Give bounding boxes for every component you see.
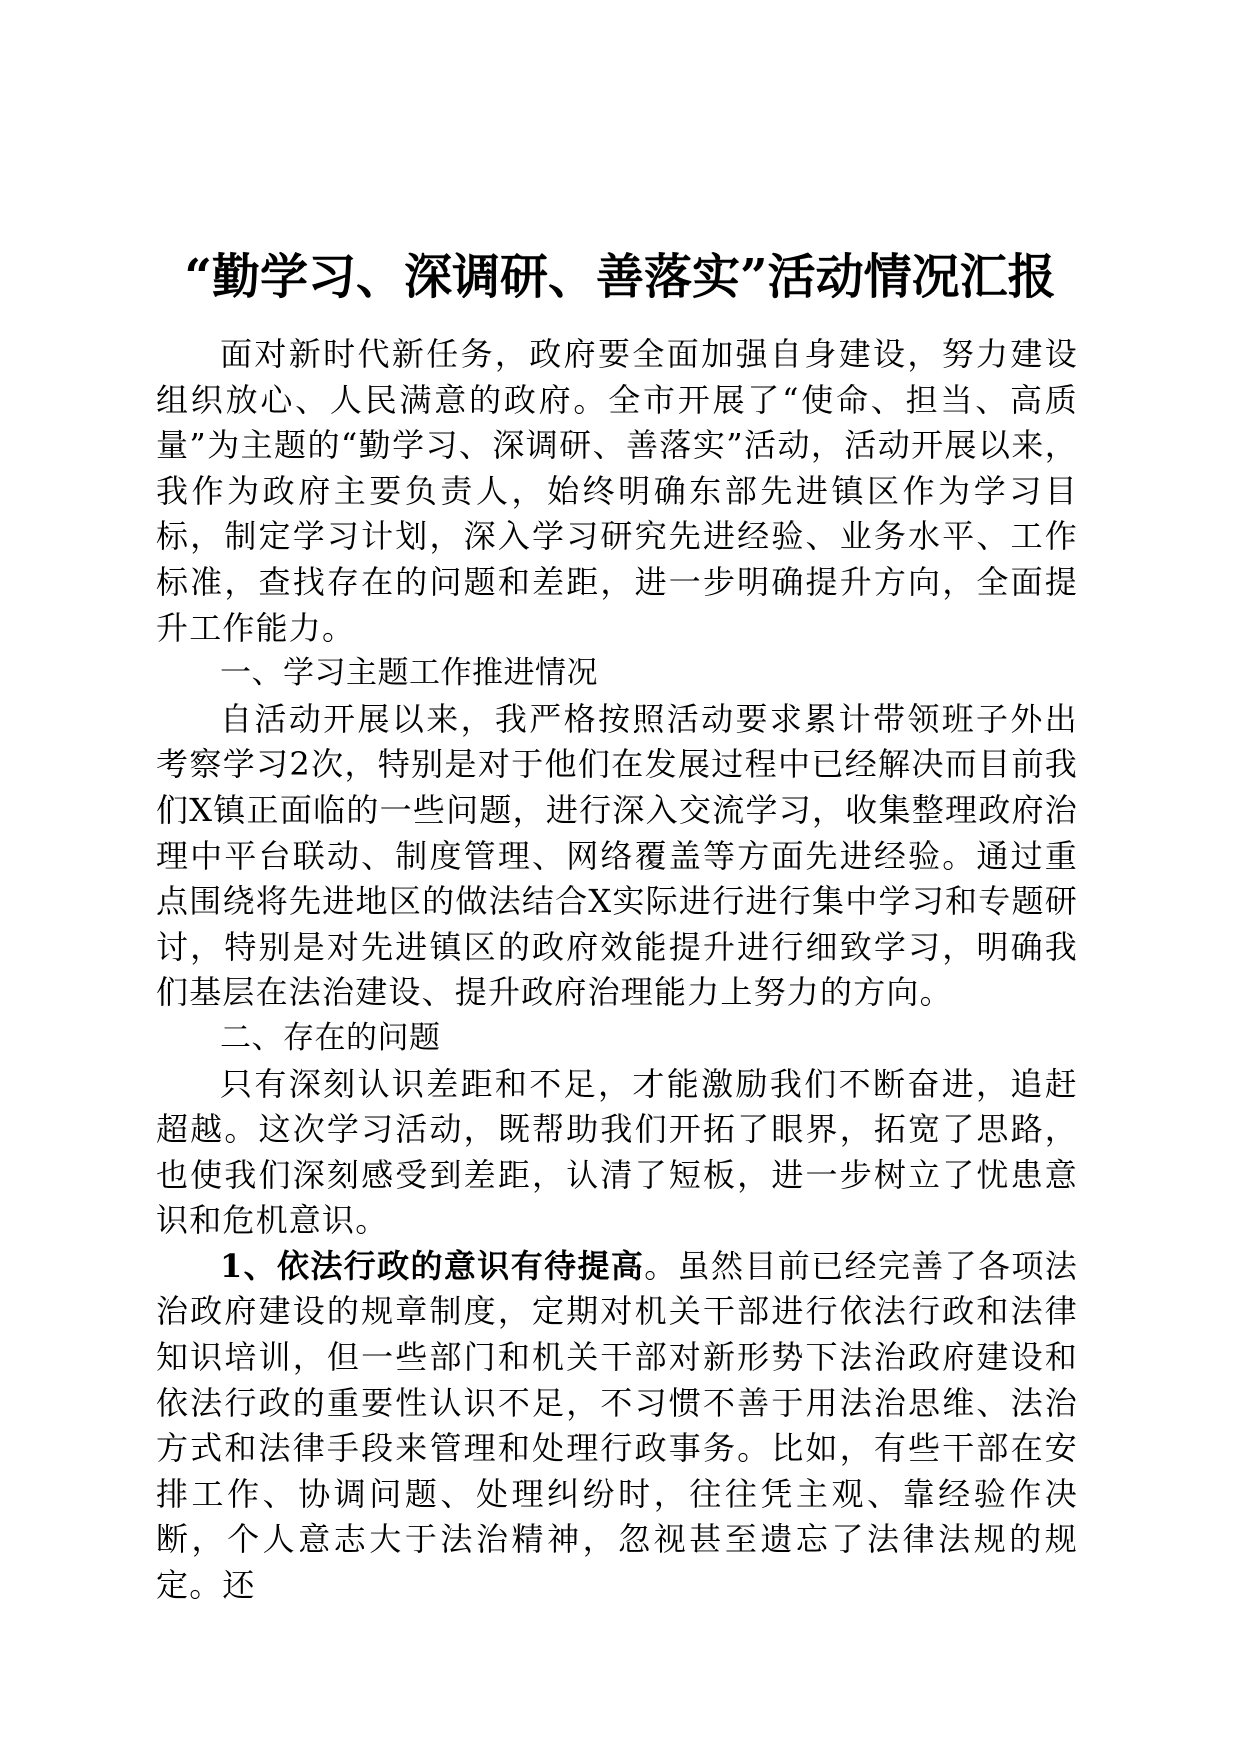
point-1-paragraph <box>156 1244 1078 1609</box>
point-1-body: 。虽然目前已经完善了各项法治政府建设的规章制度，定期对机关干部进行依法行政和法律知识培训，但一些部门和机关干部对新形势下法治政府建设和依法行政的重要性认识不足，不习惯不善于用法治思维、法治方式和法律手段来管理和处理行政事务。比如，有些干部在安排工作、协调问题、处理纠纷时，往往凭主观、靠经验作决断，个人意志大于法治精神，忽视甚至遗忘了法律法规的规定。还 <box>156 1246 1078 1605</box>
section-1-paragraph: 自活动开展以来，我严格按照活动要求累计带领班子外出考察学习2次，特别是对于他们在发展过程中已经解决而目前我们X镇正面临的一些问题，进行深入交流学习，收集整理政府治理中平台联动、制度管理、网络覆盖等方面先进经验。通过重点围绕将先进地区的做法结合X实际进行进行集中学习和专题研讨，特别是对先进镇区的政府效能提升进行细致学习，明确我们基层在法治建设、提升政府治理能力上努力的方向。 <box>156 699 1078 1012</box>
section-2-heading: 二、存在的问题 <box>220 1019 441 1056</box>
document-title: “勤学习、深调研、善落实”活动情况汇报 <box>184 249 1056 305</box>
section-1-heading: 一、学习主题工作推进情况 <box>220 655 598 692</box>
document-body <box>156 332 1078 1609</box>
intro-paragraph: 面对新时代新任务，政府要全面加强自身建设，努力建设组织放心、人民满意的政府。全市开展了“使命、担当、高质量”为主题的“勤学习、深调研、善落实”活动，活动开展以来，我作为政府主要负责人，始终明确东部先进镇区作为学习目标，制定学习计划，深入学习研究先进经验、业务水平、工作标准，查找存在的问题和差距，进一步明确提升方向，全面提升工作能力。 <box>156 335 1078 647</box>
section-2-paragraph: 只有深刻认识差距和不足，才能激励我们不断奋进，追赶超越。这次学习活动，既帮助我们开拓了眼界，拓宽了思路，也使我们深刻感受到差距，认清了短板，进一步树立了忧患意识和危机意识。 <box>156 1064 1078 1240</box>
point-1-lead: 1、依法行政的意识有待提高 <box>220 1246 645 1285</box>
